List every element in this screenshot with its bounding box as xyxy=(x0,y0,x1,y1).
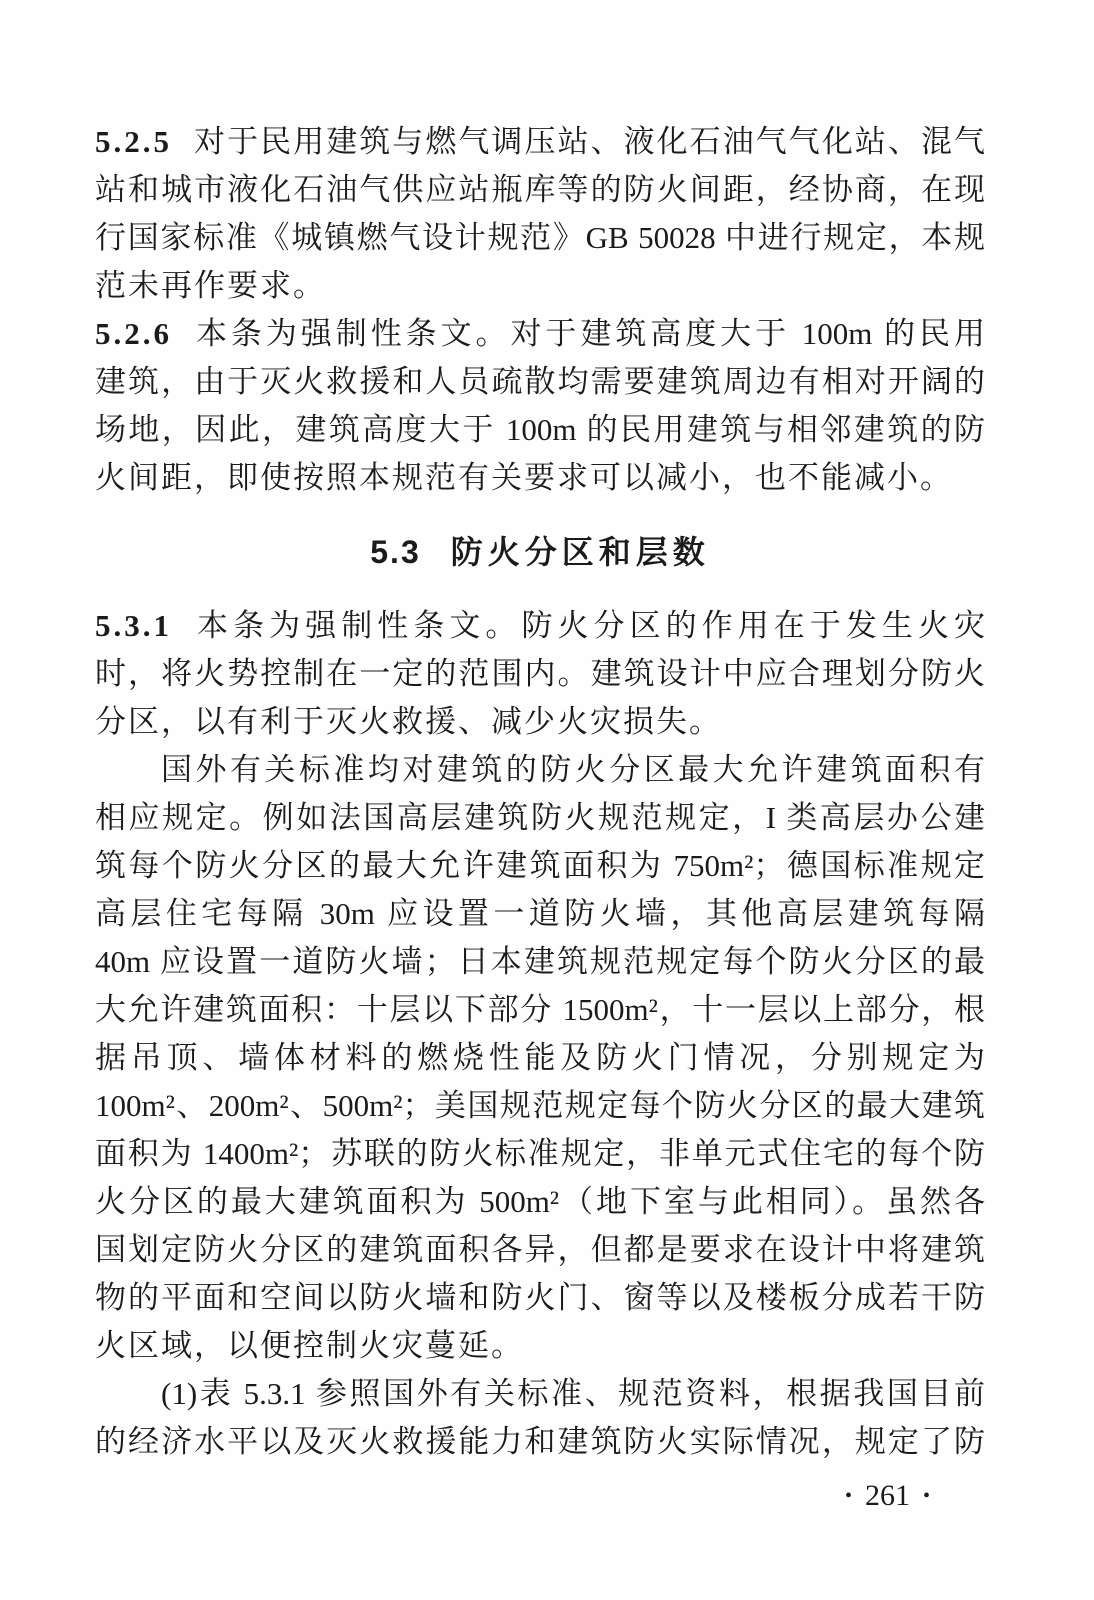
text-line xyxy=(95,602,985,650)
section-number: 5.3 xyxy=(370,534,421,570)
text-line: 火间距，即使按照本规范有关要求可以减小，也不能减小。 xyxy=(95,460,953,495)
text-line: 相应规定。例如法国高层建筑防火规范规定，I 类高层办公建 xyxy=(95,800,985,835)
text-line: 国划定防火分区的建筑面积各异，但都是要求在设计中将建筑 xyxy=(95,1232,985,1267)
text-line: 站和城市液化石油气供应站瓶库等的防火间距，经协商，在现 xyxy=(95,172,985,207)
page-number xyxy=(95,1480,985,1512)
text-line: 据吊顶、墙体材料的燃烧性能及防火门情况，分别规定为 xyxy=(95,1040,985,1075)
text-line: 范未再作要求。 xyxy=(95,268,326,303)
clause-5-2-5 xyxy=(95,118,985,310)
text-line: 大允许建筑面积：十层以下部分 1500m²，十一层以上部分，根 xyxy=(95,992,985,1027)
text-line xyxy=(95,118,985,166)
clause-text: 本条为强制性条文。防火分区的作用在于发生火灾 xyxy=(192,608,985,643)
page-number-value: 261 xyxy=(864,1479,910,1512)
text-line: 物的平面和空间以防火墙和防火门、窗等以及楼板分成若干防 xyxy=(95,1280,985,1315)
text-line: 建筑，由于灭火救援和人员疏散均需要建筑周边有相对开阔的 xyxy=(95,364,985,399)
page-number-dot-right: • xyxy=(922,1485,930,1507)
paragraph-foreign-standards xyxy=(95,746,985,1370)
clause-number: 5.3.1 xyxy=(95,608,172,643)
clause-5-2-6 xyxy=(95,310,985,502)
clause-text: 本条为强制性条文。对于建筑高度大于 100m 的民用 xyxy=(192,316,985,351)
text-line: 高层住宅每隔 30m 应设置一道防火墙，其他高层建筑每隔 xyxy=(95,896,985,931)
text-line: 筑每个防火分区的最大允许建筑面积为 750m²；德国标准规定 xyxy=(95,848,985,883)
text-line: 行国家标准《城镇燃气设计规范》GB 50028 中进行规定，本规 xyxy=(95,220,985,255)
paragraph-table-531-note xyxy=(95,1370,985,1466)
clause-text: 对于民用建筑与燃气调压站、液化石油气气化站、混气 xyxy=(192,124,985,159)
text-line: 火区域，以便控制火灾蔓延。 xyxy=(95,1328,524,1363)
text-line: 国外有关标准均对建筑的防火分区最大允许建筑面积有 xyxy=(161,752,985,787)
text-line: 分区，以有利于灭火救援、减少火灾损失。 xyxy=(95,704,722,739)
page-number-dot-left: • xyxy=(844,1485,852,1507)
section-heading-5-3 xyxy=(95,528,985,576)
text-line: 时，将火势控制在一定的范围内。建筑设计中应合理划分防火 xyxy=(95,656,985,691)
text-line: 场地，因此，建筑高度大于 100m 的民用建筑与相邻建筑的防 xyxy=(95,412,985,447)
text-line xyxy=(95,310,985,358)
text-line: (1)表 5.3.1 参照国外有关标准、规范资料，根据我国目前 xyxy=(161,1376,985,1411)
text-line: 的经济水平以及灭火救援能力和建筑防火实际情况，规定了防 xyxy=(95,1424,985,1459)
text-line: 面积为 1400m²；苏联的防火标准规定，非单元式住宅的每个防 xyxy=(95,1136,985,1171)
clause-5-3-1 xyxy=(95,602,985,746)
text-line: 40m 应设置一道防火墙；日本建筑规范规定每个防火分区的最 xyxy=(95,944,985,979)
clause-number: 5.2.5 xyxy=(95,124,172,159)
clause-number: 5.2.6 xyxy=(95,316,172,351)
section-title: 防火分区和层数 xyxy=(450,534,710,570)
text-line: 火分区的最大建筑面积为 500m²（地下室与此相同）。虽然各 xyxy=(95,1184,985,1219)
text-line: 100m²、200m²、500m²；美国规范规定每个防火分区的最大建筑 xyxy=(95,1088,985,1123)
